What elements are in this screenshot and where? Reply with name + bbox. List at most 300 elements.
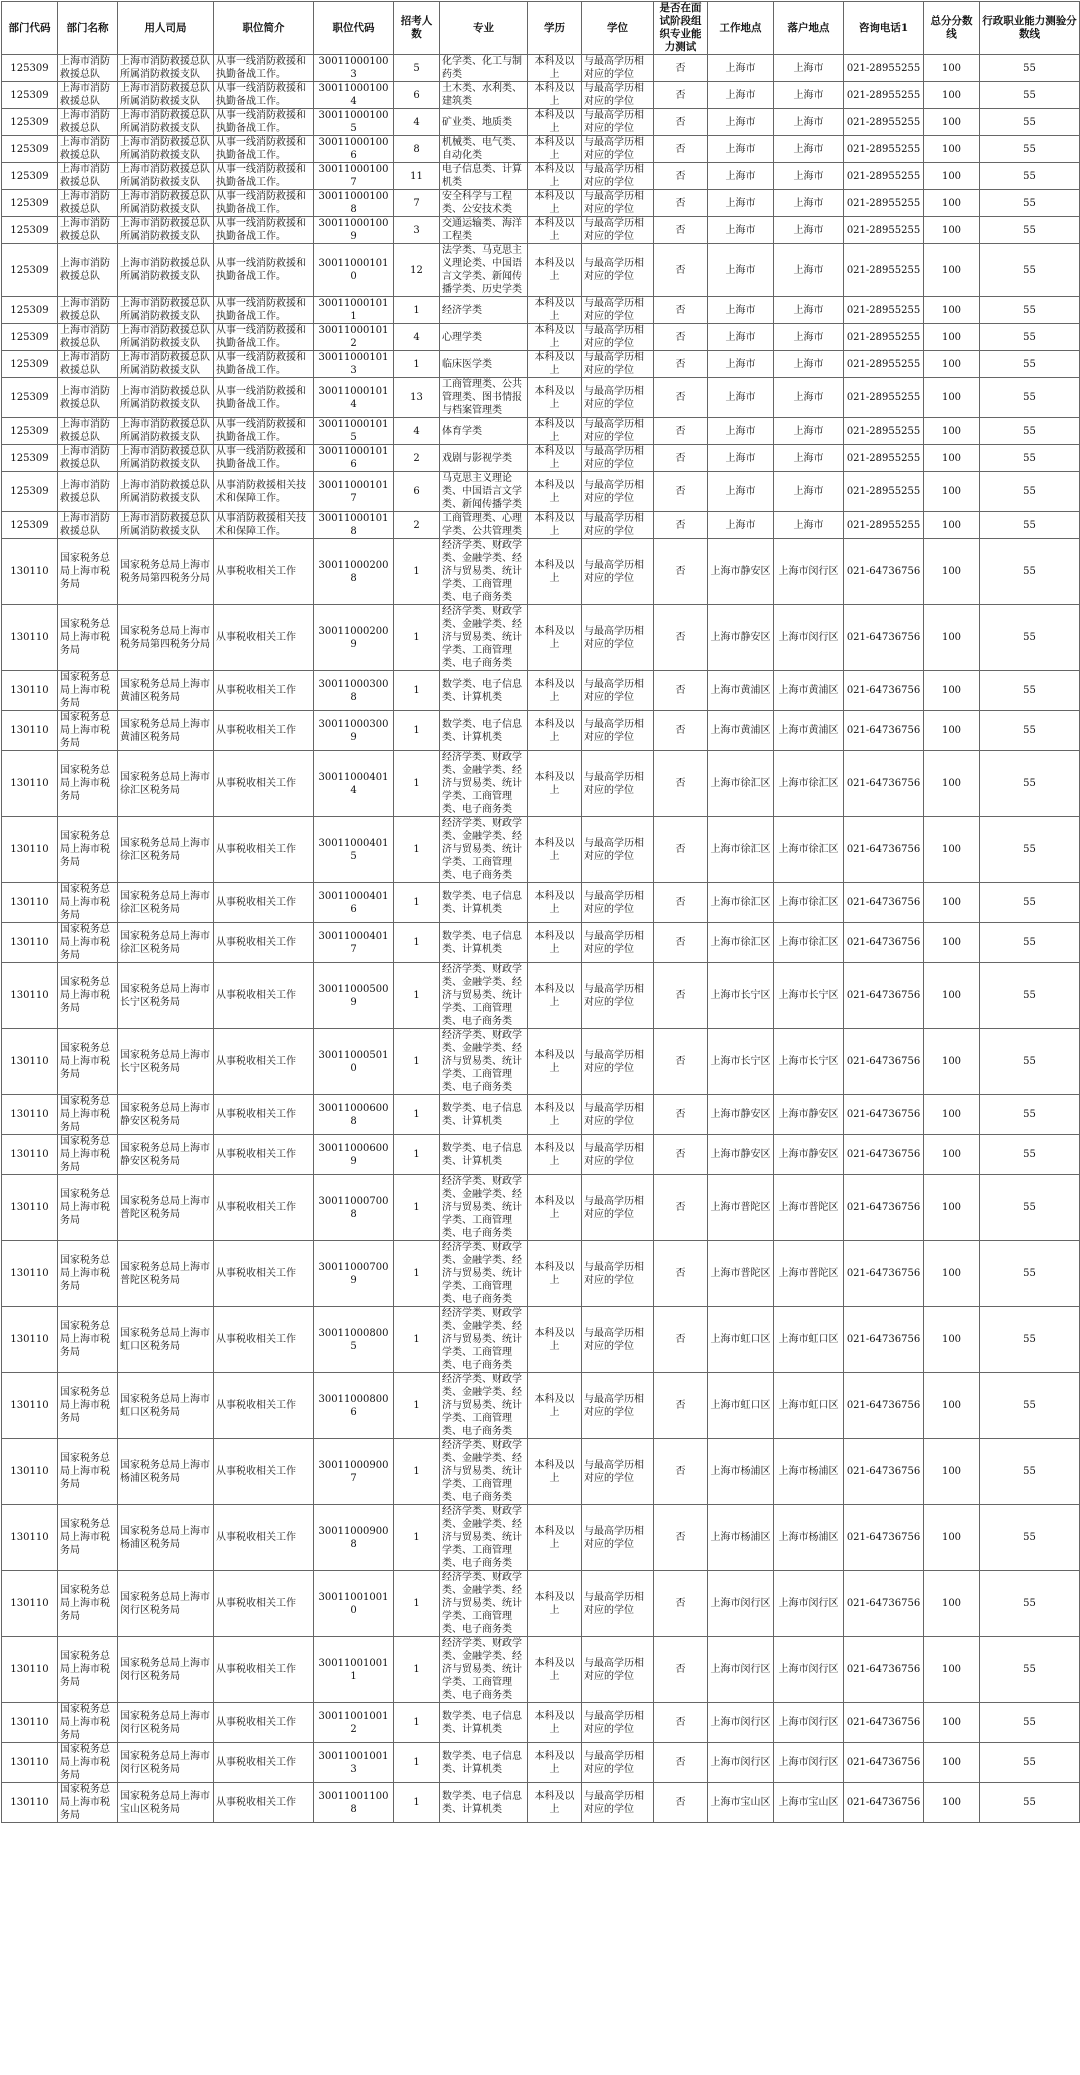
header-cell: 职位简介 <box>214 2 314 55</box>
bureau-cell: 国家税务总局上海市长宁区税务局 <box>118 963 214 1029</box>
dept-code-cell: 125309 <box>2 351 58 378</box>
job-code-cell: 300110004014 <box>314 751 394 817</box>
dept-code-cell: 125309 <box>2 418 58 445</box>
work-location-cell: 上海市 <box>708 190 774 217</box>
job-code-cell: 300110003008 <box>314 671 394 711</box>
major-cell: 经济学类、财政学类、金融学类、经济与贸易类、统计学类、工商管理类、电子商务类 <box>440 1175 528 1241</box>
dept-code-cell: 130110 <box>2 711 58 751</box>
dept-code-cell: 130110 <box>2 1373 58 1439</box>
phone-cell: 021-28955255 <box>844 136 924 163</box>
headcount-cell: 1 <box>394 711 440 751</box>
total-score-cell: 100 <box>924 163 980 190</box>
major-cell: 土木类、水利类、建筑类 <box>440 82 528 109</box>
dept-name-cell: 国家税务总局上海市税务局 <box>58 1743 118 1783</box>
skill-test-cell: 否 <box>654 1175 708 1241</box>
work-location-cell: 上海市 <box>708 82 774 109</box>
dept-name-cell: 国家税务总局上海市税务局 <box>58 671 118 711</box>
degree-cell: 与最高学历相对应的学位 <box>582 1095 654 1135</box>
total-score-cell: 100 <box>924 711 980 751</box>
major-cell: 交通运输类、海洋工程类 <box>440 217 528 244</box>
work-location-cell: 上海市闵行区 <box>708 1743 774 1783</box>
education-cell: 本科及以上 <box>528 244 582 297</box>
total-score-cell: 100 <box>924 1743 980 1783</box>
skill-test-cell: 否 <box>654 1241 708 1307</box>
table-row <box>2 1373 1080 1439</box>
hukou-location-cell: 上海市徐汇区 <box>774 883 844 923</box>
headcount-cell: 1 <box>394 1637 440 1703</box>
aptitude-score-cell: 55 <box>980 55 1080 82</box>
headcount-cell: 1 <box>394 883 440 923</box>
headcount-cell: 1 <box>394 1095 440 1135</box>
total-score-cell: 100 <box>924 82 980 109</box>
work-location-cell: 上海市普陀区 <box>708 1175 774 1241</box>
major-cell: 数学类、电子信息类、计算机类 <box>440 671 528 711</box>
dept-code-cell: 130110 <box>2 1571 58 1637</box>
job-desc-cell: 从事税收相关工作 <box>214 1571 314 1637</box>
header-cell: 行政职业能力测验分数线 <box>980 2 1080 55</box>
major-cell: 经济学类、财政学类、金融学类、经济与贸易类、统计学类、工商管理类、电子商务类 <box>440 539 528 605</box>
header-cell: 用人司局 <box>118 2 214 55</box>
headcount-cell: 1 <box>394 963 440 1029</box>
work-location-cell: 上海市宝山区 <box>708 1783 774 1823</box>
header-cell: 部门代码 <box>2 2 58 55</box>
phone-cell: 021-64736756 <box>844 605 924 671</box>
dept-code-cell: 130110 <box>2 963 58 1029</box>
degree-cell: 与最高学历相对应的学位 <box>582 190 654 217</box>
hukou-location-cell: 上海市 <box>774 418 844 445</box>
dept-code-cell: 130110 <box>2 1637 58 1703</box>
table-row <box>2 324 1080 351</box>
bureau-cell: 国家税务总局上海市宝山区税务局 <box>118 1783 214 1823</box>
major-cell: 心理学类 <box>440 324 528 351</box>
hukou-location-cell: 上海市虹口区 <box>774 1373 844 1439</box>
job-desc-cell: 从事税收相关工作 <box>214 1373 314 1439</box>
job-code-cell: 300110001003 <box>314 55 394 82</box>
skill-test-cell: 否 <box>654 963 708 1029</box>
major-cell: 数学类、电子信息类、计算机类 <box>440 1743 528 1783</box>
bureau-cell: 上海市消防救援总队所属消防救援支队 <box>118 244 214 297</box>
dept-code-cell: 125309 <box>2 190 58 217</box>
header-cell: 咨询电话1 <box>844 2 924 55</box>
degree-cell: 与最高学历相对应的学位 <box>582 217 654 244</box>
skill-test-cell: 否 <box>654 297 708 324</box>
headcount-cell: 1 <box>394 751 440 817</box>
bureau-cell: 上海市消防救援总队所属消防救援支队 <box>118 190 214 217</box>
dept-code-cell: 130110 <box>2 751 58 817</box>
dept-name-cell: 上海市消防救援总队 <box>58 445 118 472</box>
header-cell: 专业 <box>440 2 528 55</box>
bureau-cell: 国家税务总局上海市虹口区税务局 <box>118 1307 214 1373</box>
aptitude-score-cell: 55 <box>980 923 1080 963</box>
job-code-cell: 300110001008 <box>314 190 394 217</box>
job-code-cell: 300110009008 <box>314 1505 394 1571</box>
table-row <box>2 963 1080 1029</box>
education-cell: 本科及以上 <box>528 445 582 472</box>
hukou-location-cell: 上海市徐汇区 <box>774 751 844 817</box>
table-row <box>2 1571 1080 1637</box>
job-code-cell: 300110001016 <box>314 445 394 472</box>
major-cell: 临床医学类 <box>440 351 528 378</box>
major-cell: 经济学类、财政学类、金融学类、经济与贸易类、统计学类、工商管理类、电子商务类 <box>440 1241 528 1307</box>
bureau-cell: 国家税务总局上海市闵行区税务局 <box>118 1703 214 1743</box>
aptitude-score-cell: 55 <box>980 1373 1080 1439</box>
job-desc-cell: 从事税收相关工作 <box>214 605 314 671</box>
phone-cell: 021-64736756 <box>844 1175 924 1241</box>
aptitude-score-cell: 55 <box>980 1439 1080 1505</box>
degree-cell: 与最高学历相对应的学位 <box>582 55 654 82</box>
dept-code-cell: 125309 <box>2 82 58 109</box>
dept-code-cell: 130110 <box>2 1307 58 1373</box>
skill-test-cell: 否 <box>654 605 708 671</box>
headcount-cell: 2 <box>394 445 440 472</box>
total-score-cell: 100 <box>924 1637 980 1703</box>
hukou-location-cell: 上海市闵行区 <box>774 1743 844 1783</box>
phone-cell: 021-64736756 <box>844 1241 924 1307</box>
hukou-location-cell: 上海市黄浦区 <box>774 671 844 711</box>
dept-name-cell: 国家税务总局上海市税务局 <box>58 1505 118 1571</box>
degree-cell: 与最高学历相对应的学位 <box>582 1373 654 1439</box>
bureau-cell: 国家税务总局上海市闵行区税务局 <box>118 1637 214 1703</box>
total-score-cell: 100 <box>924 1307 980 1373</box>
dept-code-cell: 125309 <box>2 512 58 539</box>
education-cell: 本科及以上 <box>528 1571 582 1637</box>
aptitude-score-cell: 55 <box>980 1743 1080 1783</box>
hukou-location-cell: 上海市徐汇区 <box>774 817 844 883</box>
hukou-location-cell: 上海市 <box>774 136 844 163</box>
phone-cell: 021-28955255 <box>844 418 924 445</box>
phone-cell: 021-64736756 <box>844 1703 924 1743</box>
job-desc-cell: 从事税收相关工作 <box>214 1095 314 1135</box>
headcount-cell: 1 <box>394 1703 440 1743</box>
phone-cell: 021-64736756 <box>844 1135 924 1175</box>
job-desc-cell: 从事税收相关工作 <box>214 1637 314 1703</box>
bureau-cell: 国家税务总局上海市黄浦区税务局 <box>118 711 214 751</box>
skill-test-cell: 否 <box>654 1743 708 1783</box>
work-location-cell: 上海市闵行区 <box>708 1571 774 1637</box>
major-cell: 工商管理类、公共管理类、图书情报与档案管理类 <box>440 378 528 418</box>
phone-cell: 021-28955255 <box>844 163 924 190</box>
aptitude-score-cell: 55 <box>980 1029 1080 1095</box>
bureau-cell: 上海市消防救援总队所属消防救援支队 <box>118 324 214 351</box>
total-score-cell: 100 <box>924 883 980 923</box>
degree-cell: 与最高学历相对应的学位 <box>582 1135 654 1175</box>
job-desc-cell: 从事消防救援相关技术和保障工作。 <box>214 472 314 512</box>
skill-test-cell: 否 <box>654 55 708 82</box>
work-location-cell: 上海市静安区 <box>708 1135 774 1175</box>
work-location-cell: 上海市 <box>708 217 774 244</box>
skill-test-cell: 否 <box>654 923 708 963</box>
hukou-location-cell: 上海市 <box>774 297 844 324</box>
dept-code-cell: 125309 <box>2 136 58 163</box>
dept-name-cell: 上海市消防救援总队 <box>58 351 118 378</box>
major-cell: 马克思主义理论类、中国语言文学类、新闻传播学类 <box>440 472 528 512</box>
aptitude-score-cell: 55 <box>980 378 1080 418</box>
hukou-location-cell: 上海市徐汇区 <box>774 923 844 963</box>
education-cell: 本科及以上 <box>528 1505 582 1571</box>
education-cell: 本科及以上 <box>528 136 582 163</box>
aptitude-score-cell: 55 <box>980 883 1080 923</box>
job-desc-cell: 从事一线消防救援和执勤备战工作。 <box>214 445 314 472</box>
job-desc-cell: 从事一线消防救援和执勤备战工作。 <box>214 217 314 244</box>
job-listing-table <box>1 1 1080 1823</box>
hukou-location-cell: 上海市 <box>774 378 844 418</box>
dept-name-cell: 国家税务总局上海市税务局 <box>58 1307 118 1373</box>
table-row <box>2 1029 1080 1095</box>
dept-code-cell: 130110 <box>2 1439 58 1505</box>
header-cell: 部门名称 <box>58 2 118 55</box>
major-cell: 矿业类、地质类 <box>440 109 528 136</box>
table-row <box>2 1307 1080 1373</box>
aptitude-score-cell: 55 <box>980 751 1080 817</box>
work-location-cell: 上海市杨浦区 <box>708 1505 774 1571</box>
phone-cell: 021-28955255 <box>844 109 924 136</box>
total-score-cell: 100 <box>924 1373 980 1439</box>
total-score-cell: 100 <box>924 109 980 136</box>
bureau-cell: 国家税务总局上海市普陀区税务局 <box>118 1175 214 1241</box>
job-code-cell: 300110007008 <box>314 1175 394 1241</box>
job-desc-cell: 从事一线消防救援和执勤备战工作。 <box>214 82 314 109</box>
dept-code-cell: 130110 <box>2 1029 58 1095</box>
degree-cell: 与最高学历相对应的学位 <box>582 244 654 297</box>
education-cell: 本科及以上 <box>528 671 582 711</box>
phone-cell: 021-28955255 <box>844 351 924 378</box>
skill-test-cell: 否 <box>654 671 708 711</box>
skill-test-cell: 否 <box>654 1505 708 1571</box>
aptitude-score-cell: 55 <box>980 605 1080 671</box>
skill-test-cell: 否 <box>654 445 708 472</box>
phone-cell: 021-28955255 <box>844 190 924 217</box>
skill-test-cell: 否 <box>654 711 708 751</box>
aptitude-score-cell: 55 <box>980 1637 1080 1703</box>
work-location-cell: 上海市静安区 <box>708 1095 774 1135</box>
dept-name-cell: 上海市消防救援总队 <box>58 190 118 217</box>
job-code-cell: 300110002009 <box>314 605 394 671</box>
aptitude-score-cell: 55 <box>980 1505 1080 1571</box>
total-score-cell: 100 <box>924 351 980 378</box>
hukou-location-cell: 上海市长宁区 <box>774 1029 844 1095</box>
degree-cell: 与最高学历相对应的学位 <box>582 1439 654 1505</box>
degree-cell: 与最高学历相对应的学位 <box>582 297 654 324</box>
major-cell: 经济学类、财政学类、金融学类、经济与贸易类、统计学类、工商管理类、电子商务类 <box>440 605 528 671</box>
major-cell: 经济学类、财政学类、金融学类、经济与贸易类、统计学类、工商管理类、电子商务类 <box>440 1439 528 1505</box>
major-cell: 经济学类、财政学类、金融学类、经济与贸易类、统计学类、工商管理类、电子商务类 <box>440 1029 528 1095</box>
bureau-cell: 上海市消防救援总队所属消防救援支队 <box>118 217 214 244</box>
total-score-cell: 100 <box>924 297 980 324</box>
education-cell: 本科及以上 <box>528 817 582 883</box>
education-cell: 本科及以上 <box>528 751 582 817</box>
total-score-cell: 100 <box>924 671 980 711</box>
work-location-cell: 上海市长宁区 <box>708 1029 774 1095</box>
total-score-cell: 100 <box>924 1439 980 1505</box>
dept-name-cell: 国家税务总局上海市税务局 <box>58 711 118 751</box>
education-cell: 本科及以上 <box>528 1029 582 1095</box>
major-cell: 数学类、电子信息类、计算机类 <box>440 923 528 963</box>
dept-name-cell: 上海市消防救援总队 <box>58 512 118 539</box>
aptitude-score-cell: 55 <box>980 136 1080 163</box>
table-row <box>2 378 1080 418</box>
major-cell: 数学类、电子信息类、计算机类 <box>440 883 528 923</box>
dept-code-cell: 130110 <box>2 923 58 963</box>
degree-cell: 与最高学历相对应的学位 <box>582 351 654 378</box>
dept-code-cell: 125309 <box>2 324 58 351</box>
dept-name-cell: 上海市消防救援总队 <box>58 163 118 190</box>
work-location-cell: 上海市 <box>708 109 774 136</box>
table-row <box>2 1439 1080 1505</box>
major-cell: 数学类、电子信息类、计算机类 <box>440 711 528 751</box>
major-cell: 经济学类、财政学类、金融学类、经济与贸易类、统计学类、工商管理类、电子商务类 <box>440 1637 528 1703</box>
headcount-cell: 4 <box>394 418 440 445</box>
phone-cell: 021-64736756 <box>844 671 924 711</box>
dept-name-cell: 上海市消防救援总队 <box>58 82 118 109</box>
table-row <box>2 1241 1080 1307</box>
total-score-cell: 100 <box>924 55 980 82</box>
total-score-cell: 100 <box>924 445 980 472</box>
dept-code-cell: 125309 <box>2 109 58 136</box>
work-location-cell: 上海市 <box>708 297 774 324</box>
table-row <box>2 190 1080 217</box>
dept-code-cell: 130110 <box>2 1135 58 1175</box>
work-location-cell: 上海市静安区 <box>708 605 774 671</box>
phone-cell: 021-28955255 <box>844 55 924 82</box>
table-row <box>2 1135 1080 1175</box>
header-cell: 工作地点 <box>708 2 774 55</box>
total-score-cell: 100 <box>924 1571 980 1637</box>
hukou-location-cell: 上海市虹口区 <box>774 1307 844 1373</box>
work-location-cell: 上海市静安区 <box>708 539 774 605</box>
table-row <box>2 605 1080 671</box>
major-cell: 经济学类、财政学类、金融学类、经济与贸易类、统计学类、工商管理类、电子商务类 <box>440 1505 528 1571</box>
major-cell: 经济学类、财政学类、金融学类、经济与贸易类、统计学类、工商管理类、电子商务类 <box>440 1373 528 1439</box>
phone-cell: 021-28955255 <box>844 82 924 109</box>
phone-cell: 021-64736756 <box>844 1505 924 1571</box>
dept-code-cell: 125309 <box>2 297 58 324</box>
skill-test-cell: 否 <box>654 1783 708 1823</box>
skill-test-cell: 否 <box>654 1095 708 1135</box>
job-desc-cell: 从事一线消防救援和执勤备战工作。 <box>214 109 314 136</box>
hukou-location-cell: 上海市 <box>774 217 844 244</box>
job-code-cell: 300110010011 <box>314 1637 394 1703</box>
dept-name-cell: 国家税务总局上海市税务局 <box>58 1373 118 1439</box>
skill-test-cell: 否 <box>654 244 708 297</box>
work-location-cell: 上海市闵行区 <box>708 1637 774 1703</box>
job-code-cell: 300110004016 <box>314 883 394 923</box>
major-cell: 经济学类、财政学类、金融学类、经济与贸易类、统计学类、工商管理类、电子商务类 <box>440 1307 528 1373</box>
phone-cell: 021-64736756 <box>844 1307 924 1373</box>
bureau-cell: 上海市消防救援总队所属消防救援支队 <box>118 136 214 163</box>
dept-code-cell: 125309 <box>2 163 58 190</box>
header-cell: 学位 <box>582 2 654 55</box>
total-score-cell: 100 <box>924 923 980 963</box>
dept-name-cell: 上海市消防救援总队 <box>58 378 118 418</box>
table-row <box>2 82 1080 109</box>
dept-code-cell: 125309 <box>2 378 58 418</box>
skill-test-cell: 否 <box>654 883 708 923</box>
total-score-cell: 100 <box>924 472 980 512</box>
job-desc-cell: 从事一线消防救援和执勤备战工作。 <box>214 378 314 418</box>
job-desc-cell: 从事一线消防救援和执勤备战工作。 <box>214 324 314 351</box>
education-cell: 本科及以上 <box>528 55 582 82</box>
table-row <box>2 445 1080 472</box>
phone-cell: 021-64736756 <box>844 1743 924 1783</box>
total-score-cell: 100 <box>924 1095 980 1135</box>
aptitude-score-cell: 55 <box>980 817 1080 883</box>
total-score-cell: 100 <box>924 1505 980 1571</box>
total-score-cell: 100 <box>924 190 980 217</box>
major-cell: 体育学类 <box>440 418 528 445</box>
bureau-cell: 上海市消防救援总队所属消防救援支队 <box>118 351 214 378</box>
headcount-cell: 6 <box>394 82 440 109</box>
work-location-cell: 上海市长宁区 <box>708 963 774 1029</box>
phone-cell: 021-64736756 <box>844 963 924 1029</box>
job-code-cell: 300110006009 <box>314 1135 394 1175</box>
aptitude-score-cell: 55 <box>980 671 1080 711</box>
headcount-cell: 1 <box>394 817 440 883</box>
bureau-cell: 国家税务总局上海市普陀区税务局 <box>118 1241 214 1307</box>
degree-cell: 与最高学历相对应的学位 <box>582 1783 654 1823</box>
dept-name-cell: 国家税务总局上海市税务局 <box>58 1439 118 1505</box>
education-cell: 本科及以上 <box>528 963 582 1029</box>
dept-name-cell: 国家税务总局上海市税务局 <box>58 1175 118 1241</box>
job-code-cell: 300110001011 <box>314 297 394 324</box>
dept-name-cell: 国家税务总局上海市税务局 <box>58 605 118 671</box>
skill-test-cell: 否 <box>654 1703 708 1743</box>
degree-cell: 与最高学历相对应的学位 <box>582 109 654 136</box>
aptitude-score-cell: 55 <box>980 445 1080 472</box>
job-code-cell: 300110004017 <box>314 923 394 963</box>
education-cell: 本科及以上 <box>528 1373 582 1439</box>
major-cell: 戏剧与影视学类 <box>440 445 528 472</box>
degree-cell: 与最高学历相对应的学位 <box>582 418 654 445</box>
headcount-cell: 1 <box>394 1135 440 1175</box>
dept-name-cell: 上海市消防救援总队 <box>58 109 118 136</box>
phone-cell: 021-28955255 <box>844 244 924 297</box>
bureau-cell: 上海市消防救援总队所属消防救援支队 <box>118 55 214 82</box>
job-code-cell: 300110001018 <box>314 512 394 539</box>
headcount-cell: 2 <box>394 512 440 539</box>
degree-cell: 与最高学历相对应的学位 <box>582 963 654 1029</box>
total-score-cell: 100 <box>924 136 980 163</box>
aptitude-score-cell: 55 <box>980 109 1080 136</box>
headcount-cell: 5 <box>394 55 440 82</box>
dept-name-cell: 上海市消防救援总队 <box>58 324 118 351</box>
dept-name-cell: 上海市消防救援总队 <box>58 472 118 512</box>
major-cell: 经济学类、财政学类、金融学类、经济与贸易类、统计学类、工商管理类、电子商务类 <box>440 751 528 817</box>
total-score-cell: 100 <box>924 244 980 297</box>
aptitude-score-cell: 55 <box>980 82 1080 109</box>
job-desc-cell: 从事税收相关工作 <box>214 1439 314 1505</box>
job-code-cell: 300110001017 <box>314 472 394 512</box>
table-row <box>2 472 1080 512</box>
aptitude-score-cell: 55 <box>980 963 1080 1029</box>
phone-cell: 021-64736756 <box>844 923 924 963</box>
aptitude-score-cell: 55 <box>980 512 1080 539</box>
work-location-cell: 上海市 <box>708 163 774 190</box>
phone-cell: 021-64736756 <box>844 1783 924 1823</box>
work-location-cell: 上海市 <box>708 445 774 472</box>
hukou-location-cell: 上海市 <box>774 109 844 136</box>
headcount-cell: 13 <box>394 378 440 418</box>
job-desc-cell: 从事一线消防救援和执勤备战工作。 <box>214 244 314 297</box>
aptitude-score-cell: 55 <box>980 711 1080 751</box>
job-desc-cell: 从事一线消防救援和执勤备战工作。 <box>214 55 314 82</box>
dept-name-cell: 上海市消防救援总队 <box>58 217 118 244</box>
dept-code-cell: 130110 <box>2 1505 58 1571</box>
phone-cell: 021-28955255 <box>844 512 924 539</box>
job-code-cell: 300110001012 <box>314 324 394 351</box>
job-code-cell: 300110001005 <box>314 109 394 136</box>
bureau-cell: 国家税务总局上海市长宁区税务局 <box>118 1029 214 1095</box>
table-row <box>2 711 1080 751</box>
